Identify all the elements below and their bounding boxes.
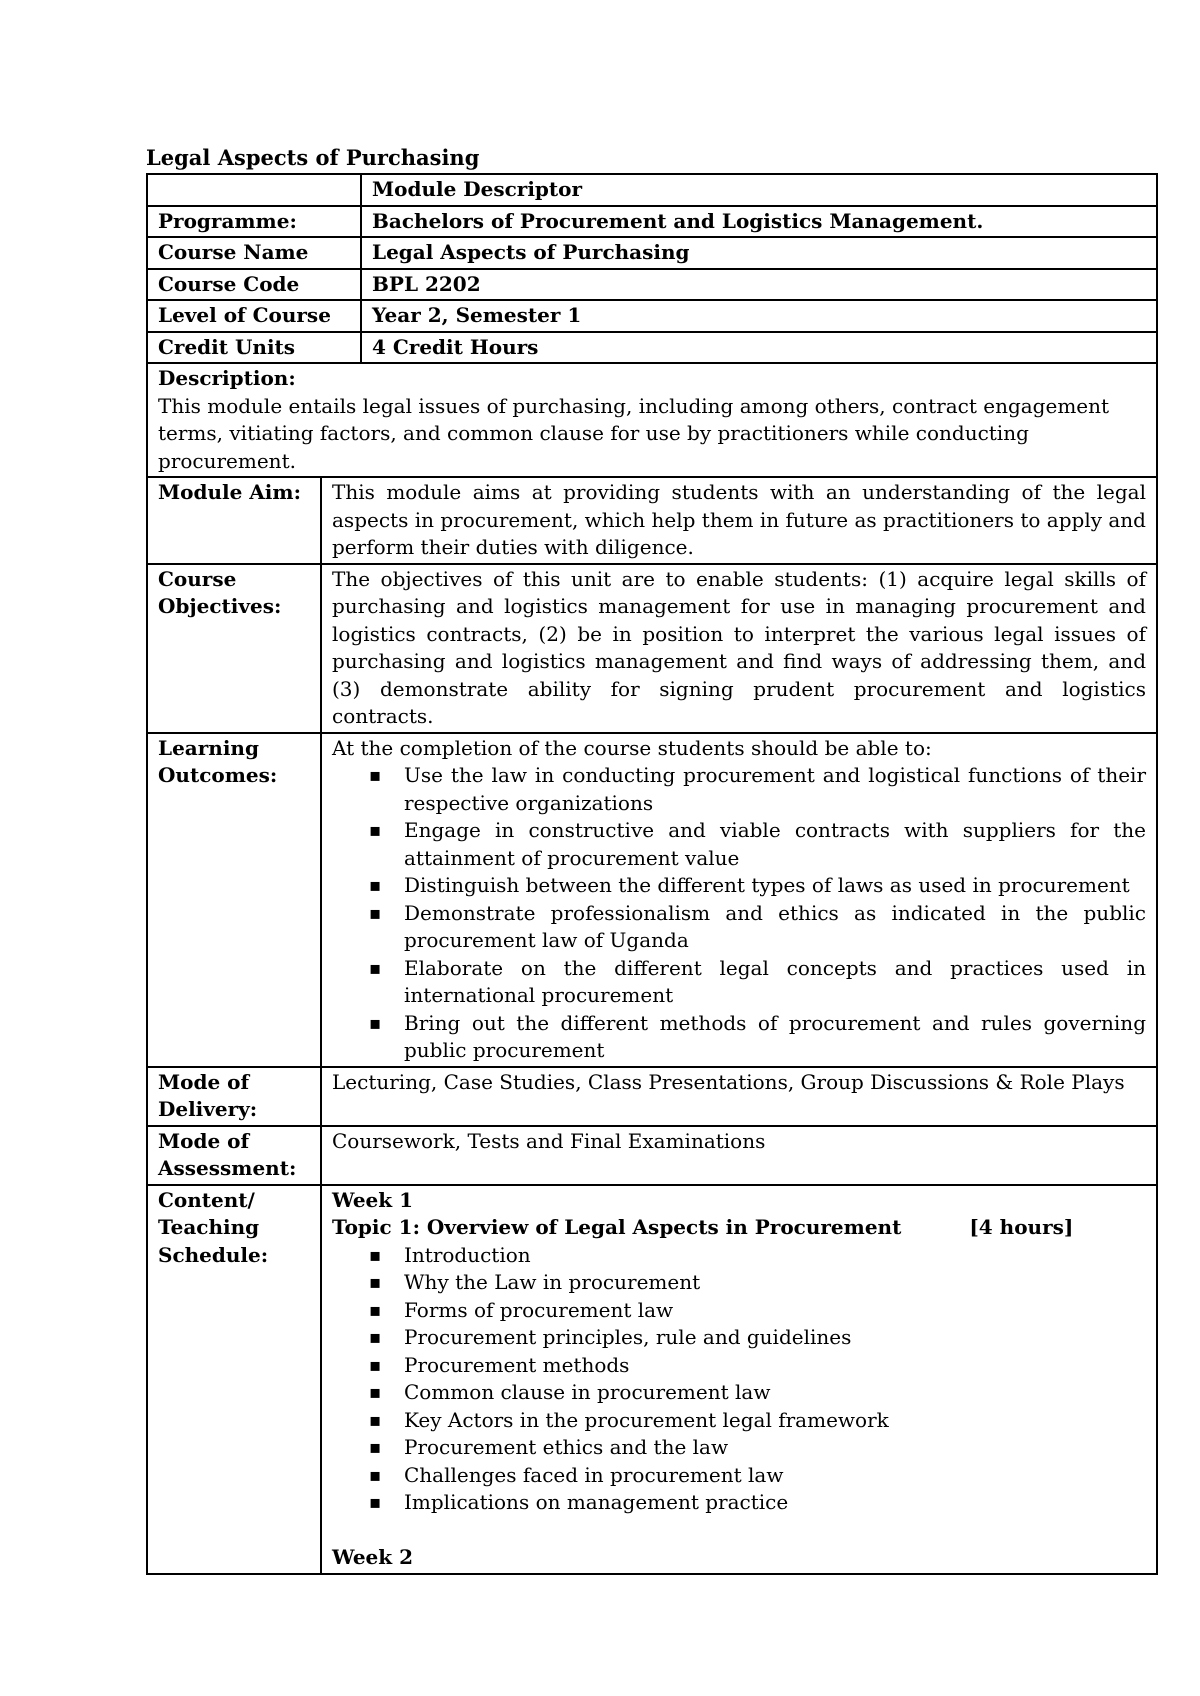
- list-item: ▪ Use the law in conducting procurement and logistical functions of their respective organizations: [404, 762, 1146, 817]
- credit-units-value: 4 Credit Hours: [361, 332, 1157, 364]
- learning-outcomes-label: Learning Outcomes:: [147, 733, 321, 1067]
- module-descriptor-heading: Module Descriptor: [361, 174, 1157, 206]
- learning-outcomes-intro: At the completion of the course students should be able to:: [332, 735, 932, 760]
- mode-of-delivery-row: [147, 1067, 1157, 1126]
- mode-of-assessment-text: Coursework, Tests and Final Examinations: [321, 1126, 1157, 1185]
- list-item: ▪ Key Actors in the procurement legal framework: [404, 1407, 1146, 1435]
- list-item: ▪ Implications on management practice: [404, 1489, 1146, 1517]
- course-name-label: Course Name: [147, 237, 361, 269]
- topic-1-list: [332, 1242, 1146, 1517]
- programme-row: [147, 206, 1157, 238]
- course-code-value: BPL 2202: [361, 269, 1157, 301]
- list-item: ▪ Procurement methods: [404, 1352, 1146, 1380]
- description-row: [147, 363, 1157, 477]
- list-item: ▪ Demonstrate professionalism and ethics as indicated in the public procurement law of Uganda: [404, 900, 1146, 955]
- list-item: ▪ Challenges faced in procurement law: [404, 1462, 1146, 1490]
- programme-label: Programme:: [147, 206, 361, 238]
- level-value: Year 2, Semester 1: [361, 300, 1157, 332]
- course-objectives-text: The objectives of this unit are to enable students: (1) acquire legal skills of purchasing and logistics management for use in managing procurement and logistics contracts, (2) be in position to interpret the various legal issues of purchasing and logistics management and find ways of addressing them, and (3) demonstrate ability for signing prudent procurement and logistics contracts.: [321, 564, 1157, 733]
- learning-outcomes-row: [147, 733, 1157, 1067]
- course-code-row: [147, 269, 1157, 301]
- course-name-value: Legal Aspects of Purchasing: [361, 237, 1157, 269]
- course-name-row: [147, 237, 1157, 269]
- week-1-heading: Week 1: [332, 1187, 414, 1212]
- description-text: This module entails legal issues of purchasing, including among others, contract engagement terms, vitiating factors, and common clause for use by practitioners while conducting procurement.: [158, 393, 1110, 473]
- header-row: [147, 174, 1157, 206]
- list-item: ▪ Common clause in procurement law: [404, 1379, 1146, 1407]
- content-row: [147, 1185, 1157, 1574]
- course-code-label: Course Code: [147, 269, 361, 301]
- level-row: [147, 300, 1157, 332]
- topic-1-hours: [4 hours]: [969, 1215, 1074, 1239]
- course-objectives-label: Course Objectives:: [147, 564, 321, 733]
- page-title: Legal Aspects of Purchasing: [146, 145, 480, 170]
- mode-of-assessment-row: [147, 1126, 1157, 1185]
- mode-of-delivery-label: Mode of Delivery:: [147, 1067, 321, 1126]
- list-item: ▪ Bring out the different methods of procurement and rules governing public procurement: [404, 1010, 1146, 1065]
- credit-units-label: Credit Units: [147, 332, 361, 364]
- content-label: Content/ Teaching Schedule:: [147, 1185, 321, 1574]
- module-aim-label: Module Aim:: [147, 477, 321, 564]
- learning-outcomes-list: [332, 762, 1146, 1065]
- description-label: Description:: [158, 366, 296, 390]
- module-aim-text: This module aims at providing students with an understanding of the legal aspects in procurement, which help them in future as practitioners to apply and perform their duties with diligence.: [321, 477, 1157, 564]
- mode-of-delivery-text: Lecturing, Case Studies, Class Presentations, Group Discussions & Role Plays: [321, 1067, 1157, 1126]
- list-item: ▪ Procurement ethics and the law: [404, 1434, 1146, 1462]
- list-item: ▪ Procurement principles, rule and guidelines: [404, 1324, 1146, 1352]
- module-descriptor-table: [146, 173, 1158, 1575]
- course-objectives-row: [147, 564, 1157, 733]
- topic-1-title: Topic 1: Overview of Legal Aspects in Procurement: [332, 1215, 902, 1239]
- mode-of-assessment-label: Mode of Assessment:: [147, 1126, 321, 1185]
- list-item: ▪ Distinguish between the different types of laws as used in procurement: [404, 872, 1146, 900]
- list-item: ▪ Elaborate on the different legal concepts and practices used in international procurement: [404, 955, 1146, 1010]
- list-item: ▪ Why the Law in procurement: [404, 1269, 1146, 1297]
- week-2-heading: Week 2: [332, 1545, 414, 1569]
- list-item: ▪ Engage in constructive and viable contracts with suppliers for the attainment of procurement value: [404, 817, 1146, 872]
- programme-value: Bachelors of Procurement and Logistics Management.: [361, 206, 1157, 238]
- topic-1-heading: [332, 1214, 1146, 1242]
- credit-units-row: [147, 332, 1157, 364]
- level-label: Level of Course: [147, 300, 361, 332]
- module-aim-row: [147, 477, 1157, 564]
- list-item: ▪ Forms of procurement law: [404, 1297, 1146, 1325]
- list-item: ▪ Introduction: [404, 1242, 1146, 1270]
